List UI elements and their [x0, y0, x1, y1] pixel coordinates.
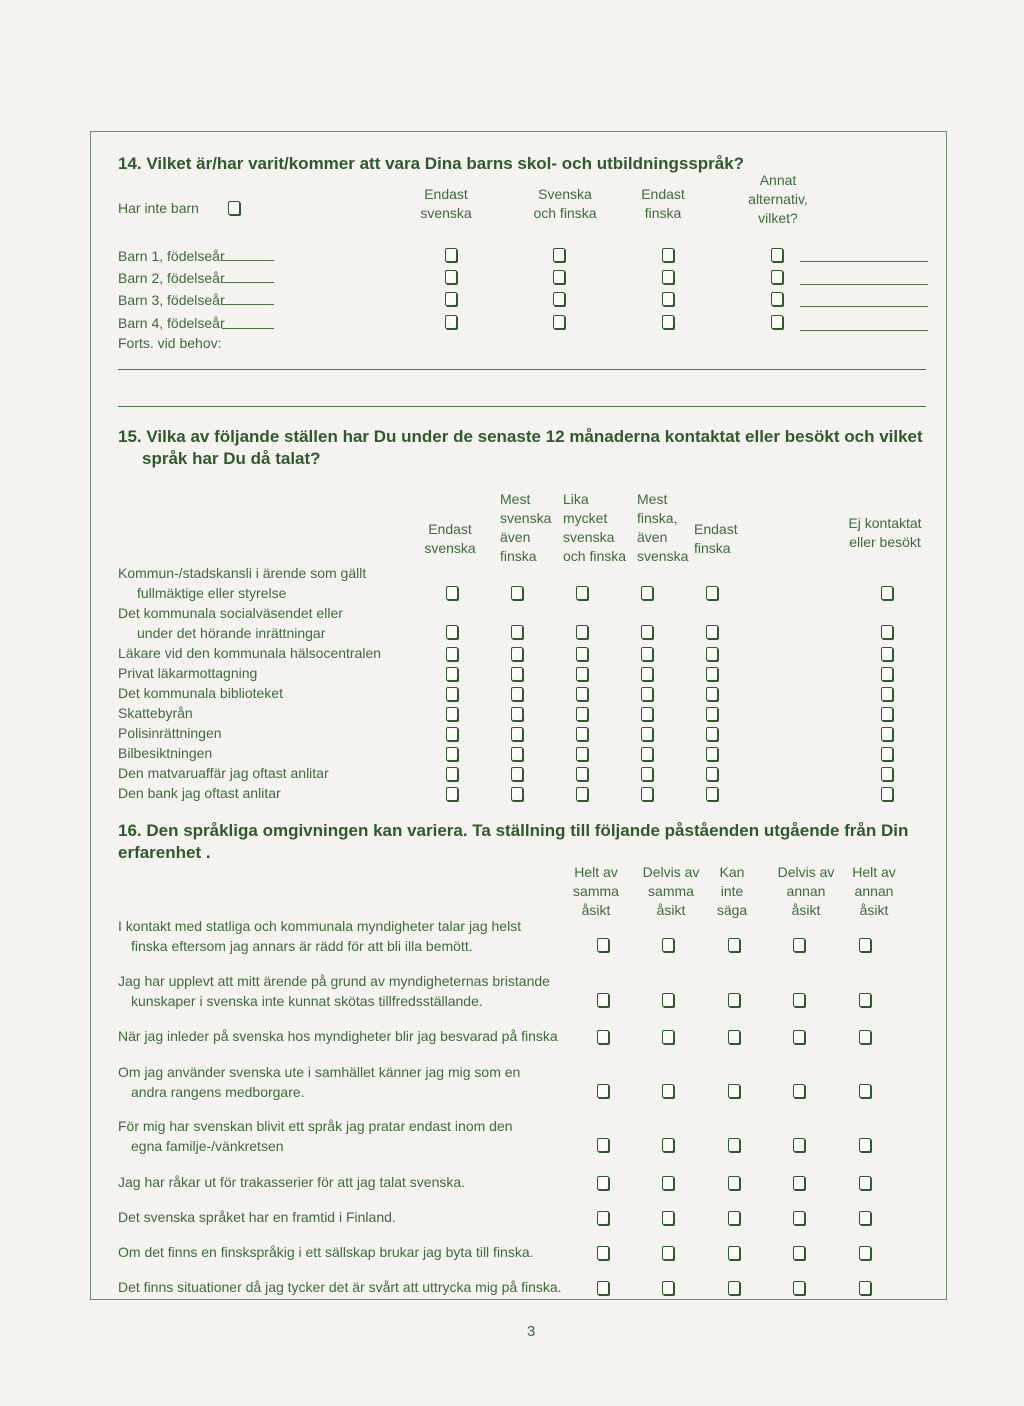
q16-checkbox[interactable] — [597, 1084, 609, 1098]
q14-row-label: Barn 1, födelseår — [118, 248, 225, 264]
q15-checkbox[interactable] — [576, 747, 588, 761]
q15-checkbox[interactable] — [446, 767, 458, 781]
q16-checkbox[interactable] — [793, 1176, 805, 1190]
q15-row-label-cont: under det hörande inrättningar — [137, 625, 326, 641]
q16-statement: För mig har svenskan blivit ett språk jag pratar endast inom den — [118, 1118, 513, 1134]
q16-statement: Det svenska språket har en framtid i Finland. — [118, 1209, 396, 1225]
q15-checkbox[interactable] — [641, 767, 653, 781]
q15-row-label: Det kommunala socialväsendet eller — [118, 605, 343, 621]
q15-checkbox[interactable] — [446, 586, 458, 600]
q15-row-label: Polisinrättningen — [118, 725, 222, 741]
q14-checkbox[interactable] — [771, 292, 783, 306]
q15-checkbox[interactable] — [511, 707, 523, 721]
q16-checkbox[interactable] — [859, 1281, 871, 1295]
q16-statement: Jag har upplevt att mitt ärende på grund av myndigheternas bristande — [118, 973, 550, 989]
q15-checkbox[interactable] — [881, 707, 893, 721]
q15-checkbox[interactable] — [511, 586, 523, 600]
q15-checkbox[interactable] — [881, 767, 893, 781]
q16-checkbox[interactable] — [859, 1246, 871, 1260]
q15-checkbox[interactable] — [641, 647, 653, 661]
q15-checkbox[interactable] — [706, 767, 718, 781]
q15-checkbox[interactable] — [706, 787, 718, 801]
q15-checkbox[interactable] — [641, 787, 653, 801]
q15-row-label: Den matvaruaffär jag oftast anlitar — [118, 765, 329, 781]
q16-checkbox[interactable] — [728, 1176, 740, 1190]
q15-row-label-cont: fullmäktige eller styrelse — [137, 585, 287, 601]
q15-checkbox[interactable] — [576, 647, 588, 661]
q14-checkbox[interactable] — [553, 248, 565, 262]
q16-checkbox[interactable] — [793, 1084, 805, 1098]
q15-title: 15. Vilka av följande ställen har Du under de senaste 12 månaderna kontaktat eller besökt och vilket språk har Du då talat? — [118, 427, 923, 468]
q15-checkbox[interactable] — [511, 667, 523, 681]
q16-checkbox[interactable] — [728, 1246, 740, 1260]
q15-checkbox[interactable] — [576, 667, 588, 681]
q16-statement: Det finns situationer då jag tycker det är svårt att uttrycka mig på finska. — [118, 1279, 562, 1295]
q16-checkbox[interactable] — [859, 1176, 871, 1190]
q14-checkbox[interactable] — [553, 270, 565, 284]
q15-checkbox[interactable] — [511, 747, 523, 761]
q16-checkbox[interactable] — [793, 1246, 805, 1260]
q16-statement-cont: andra rangens medborgare. — [131, 1084, 305, 1100]
q15-checkbox[interactable] — [706, 687, 718, 701]
q15-checkbox[interactable] — [576, 707, 588, 721]
q16-checkbox[interactable] — [597, 1138, 609, 1152]
q15-checkbox[interactable] — [511, 625, 523, 639]
q15-row-label: Läkare vid den kommunala hälsocentralen — [118, 645, 382, 661]
q15-checkbox[interactable] — [641, 747, 653, 761]
q15-checkbox[interactable] — [706, 707, 718, 721]
q15-checkbox[interactable] — [641, 687, 653, 701]
q16-checkbox[interactable] — [597, 1246, 609, 1260]
q15-checkbox[interactable] — [641, 707, 653, 721]
q14-no-children-checkbox[interactable] — [228, 201, 240, 215]
other-answer-line[interactable] — [800, 306, 928, 307]
q15-checkbox[interactable] — [446, 687, 458, 701]
q15-checkbox[interactable] — [706, 647, 718, 661]
q15-header: Ej kontaktat eller besökt — [848, 515, 922, 550]
q16-checkbox[interactable] — [728, 1281, 740, 1295]
birth-year-line[interactable] — [222, 304, 274, 305]
birth-year-line[interactable] — [222, 282, 274, 283]
q15-checkbox[interactable] — [706, 727, 718, 741]
q14-checkbox[interactable] — [771, 270, 783, 284]
q14-header-swedish-finnish: Svenska och finska — [533, 186, 597, 221]
q15-checkbox[interactable] — [446, 727, 458, 741]
q15-checkbox[interactable] — [641, 727, 653, 741]
q16-checkbox[interactable] — [793, 1211, 805, 1225]
q16-checkbox[interactable] — [662, 1084, 674, 1098]
q16-statement-cont: finska eftersom jag annars är rädd för att bli illa bemött. — [131, 938, 473, 954]
q15-header: Lika mycket svenska och finska — [563, 491, 627, 564]
q14-row-label: Barn 2, födelseår — [118, 270, 225, 286]
q15-checkbox[interactable] — [446, 667, 458, 681]
q15-checkbox[interactable] — [576, 727, 588, 741]
q15-checkbox[interactable] — [881, 625, 893, 639]
continue-answer-line[interactable] — [118, 406, 926, 407]
birth-year-line[interactable] — [222, 260, 274, 261]
q14-header-only-swedish: Endast svenska — [420, 186, 472, 221]
q16-title: 16. Den språkliga omgivningen kan variera. Ta ställning till följande påståenden utgående från Din erfarenhet . — [118, 821, 909, 862]
q16-checkbox[interactable] — [597, 1211, 609, 1225]
q14-no-children-label: Har inte barn — [118, 200, 199, 216]
q15-checkbox[interactable] — [881, 687, 893, 701]
q16-checkbox[interactable] — [597, 993, 609, 1007]
other-answer-line[interactable] — [800, 284, 928, 285]
q16-checkbox[interactable] — [662, 1211, 674, 1225]
q16-checkbox[interactable] — [859, 1084, 871, 1098]
q15-row-label: Bilbesiktningen — [118, 745, 213, 761]
q16-statement: I kontakt med statliga och kommunala myndigheter talar jag helst — [118, 918, 522, 934]
q14-checkbox[interactable] — [553, 292, 565, 306]
q15-checkbox[interactable] — [511, 727, 523, 741]
q14-header-only-finnish: Endast finska — [641, 186, 685, 221]
q15-checkbox[interactable] — [706, 625, 718, 639]
q14-checkbox[interactable] — [771, 315, 783, 329]
q14-checkbox[interactable] — [662, 248, 674, 262]
q16-checkbox[interactable] — [793, 993, 805, 1007]
q14-checkbox[interactable] — [445, 315, 457, 329]
q16-checkbox[interactable] — [662, 1030, 674, 1044]
q16-checkbox[interactable] — [662, 1176, 674, 1190]
q15-checkbox[interactable] — [881, 647, 893, 661]
q16-checkbox[interactable] — [728, 1211, 740, 1225]
q16-checkbox[interactable] — [662, 993, 674, 1007]
q16-checkbox[interactable] — [859, 993, 871, 1007]
q14-row-label: Barn 4, födelseår — [118, 315, 225, 331]
q16-checkbox[interactable] — [597, 938, 609, 952]
q15-row-label: Kommun-/stadskansli i ärende som gällt — [118, 565, 367, 581]
q16-checkbox[interactable] — [662, 1246, 674, 1260]
q15-checkbox[interactable] — [576, 586, 588, 600]
q16-checkbox[interactable] — [859, 1211, 871, 1225]
q16-header: Helt av annan åsikt — [852, 864, 896, 918]
q15-checkbox[interactable] — [576, 687, 588, 701]
q15-checkbox[interactable] — [511, 687, 523, 701]
q16-statement: När jag inleder på svenska hos myndigheter blir jag besvarad på finska — [118, 1028, 558, 1044]
q14-title: 14. Vilket är/har varit/kommer att vara Dina barns skol- och utbildningsspråk? — [118, 154, 745, 173]
q15-checkbox[interactable] — [511, 647, 523, 661]
q14-continue-label: Forts. vid behov: — [118, 335, 222, 351]
q16-checkbox[interactable] — [728, 938, 740, 952]
q15-row-label: Den bank jag oftast anlitar — [118, 785, 281, 801]
q14-checkbox[interactable] — [553, 315, 565, 329]
q15-checkbox[interactable] — [446, 787, 458, 801]
q16-checkbox[interactable] — [662, 938, 674, 952]
q16-checkbox[interactable] — [859, 1030, 871, 1044]
q16-checkbox[interactable] — [859, 938, 871, 952]
q15-checkbox[interactable] — [881, 586, 893, 600]
q15-checkbox[interactable] — [641, 625, 653, 639]
q15-checkbox[interactable] — [446, 625, 458, 639]
q15-checkbox[interactable] — [446, 747, 458, 761]
q16-checkbox[interactable] — [728, 993, 740, 1007]
q16-checkbox[interactable] — [728, 1030, 740, 1044]
q16-checkbox[interactable] — [597, 1176, 609, 1190]
q16-statement: Jag har råkar ut för trakasserier för att jag talat svenska. — [118, 1174, 466, 1190]
continue-answer-line[interactable] — [118, 369, 926, 370]
q15-checkbox[interactable] — [706, 747, 718, 761]
q14-checkbox[interactable] — [445, 292, 457, 306]
q15-checkbox[interactable] — [881, 747, 893, 761]
q15-checkbox[interactable] — [881, 667, 893, 681]
q15-checkbox[interactable] — [641, 667, 653, 681]
q14-checkbox[interactable] — [445, 248, 457, 262]
birth-year-line[interactable] — [222, 328, 274, 329]
q15-header: Endast finska — [694, 521, 738, 556]
q15-checkbox[interactable] — [446, 647, 458, 661]
q15-checkbox[interactable] — [641, 586, 653, 600]
q16-statement: Om jag använder svenska ute i samhället känner jag mig som en — [118, 1064, 521, 1080]
q14-checkbox[interactable] — [445, 270, 457, 284]
q15-header: Endast svenska — [424, 521, 476, 556]
q16-header: Kan inte säga — [716, 864, 748, 918]
q15-checkbox[interactable] — [706, 586, 718, 600]
page-number: 3 — [527, 1323, 536, 1340]
q15-header: Mest svenska även finska — [500, 491, 552, 564]
q15-checkbox[interactable] — [881, 787, 893, 801]
other-answer-line[interactable] — [800, 330, 928, 331]
q15-row-label: Privat läkarmottagning — [118, 665, 258, 681]
q15-checkbox[interactable] — [511, 787, 523, 801]
q16-checkbox[interactable] — [597, 1030, 609, 1044]
q16-checkbox[interactable] — [728, 1138, 740, 1152]
q14-checkbox[interactable] — [662, 270, 674, 284]
q15-checkbox[interactable] — [446, 707, 458, 721]
q15-checkbox[interactable] — [881, 727, 893, 741]
q15-checkbox[interactable] — [706, 667, 718, 681]
q16-checkbox[interactable] — [728, 1084, 740, 1098]
q16-header: Helt av samma åsikt — [573, 864, 619, 918]
q14-checkbox[interactable] — [662, 315, 674, 329]
q15-row-label: Skattebyrån — [118, 705, 193, 721]
q15-checkbox[interactable] — [576, 625, 588, 639]
q16-checkbox[interactable] — [793, 938, 805, 952]
q15-checkbox[interactable] — [576, 767, 588, 781]
other-answer-line[interactable] — [800, 261, 928, 262]
q16-checkbox[interactable] — [793, 1138, 805, 1152]
q16-checkbox[interactable] — [859, 1138, 871, 1152]
q16-header: Delvis av annan åsikt — [777, 864, 835, 918]
q15-checkbox[interactable] — [576, 787, 588, 801]
q16-header: Delvis av samma åsikt — [642, 864, 700, 918]
q14-checkbox[interactable] — [771, 248, 783, 262]
q16-checkbox[interactable] — [793, 1030, 805, 1044]
q14-checkbox[interactable] — [662, 292, 674, 306]
q15-checkbox[interactable] — [511, 767, 523, 781]
q16-statement-cont: kunskaper i svenska inte kunnat skötas tillfredsställande. — [131, 993, 483, 1009]
q16-checkbox[interactable] — [662, 1138, 674, 1152]
q15-row-label: Det kommunala biblioteket — [118, 685, 283, 701]
q16-statement-cont: egna familje-/vänkretsen — [131, 1138, 284, 1154]
q14-header-other: Annat alternativ, vilket? — [748, 172, 808, 226]
q16-statement: Om det finns en finskspråkig i ett sällskap brukar jag byta till finska. — [118, 1244, 534, 1260]
q14-row-label: Barn 3, födelseår — [118, 292, 225, 308]
q16-checkbox[interactable] — [662, 1281, 674, 1295]
q16-checkbox[interactable] — [793, 1281, 805, 1295]
q16-checkbox[interactable] — [597, 1281, 609, 1295]
q15-header: Mest finska, även svenska — [637, 491, 689, 564]
